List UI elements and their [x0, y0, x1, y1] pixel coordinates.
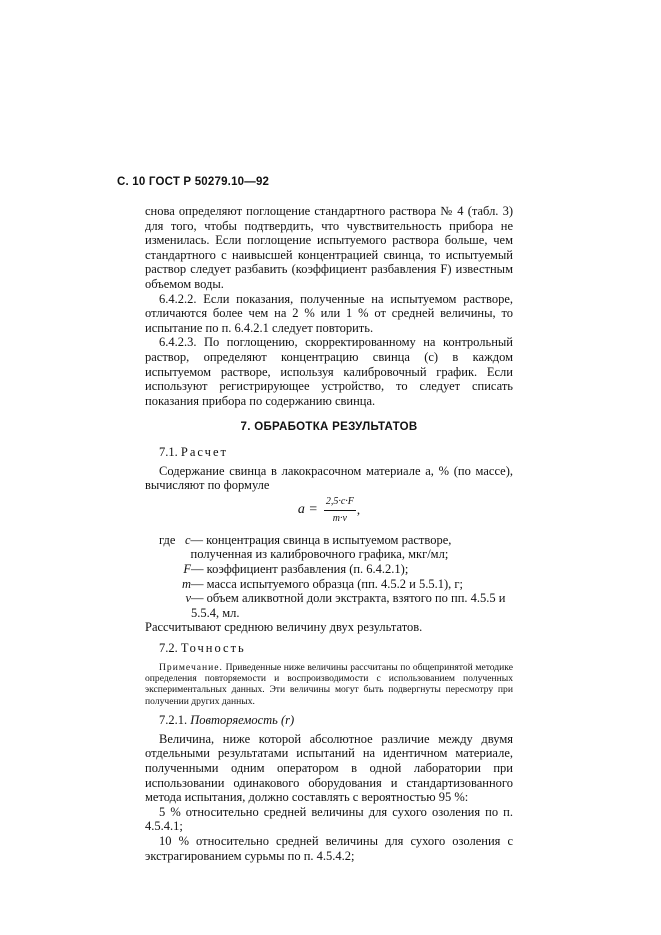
definition-text: — концентрация свинца в испытуемом растворе, полученная из калибровочного графика, мкг/мл;	[190, 532, 452, 562]
paragraph-6-4-2-2: 6.4.2.2. Если показания, полученные на испытуемом растворе, отличаются более чем на 2 % или 1 % от средней величины, то испытание по п. 6.4.2.1 следует повторить.	[145, 291, 513, 335]
definition-row	[145, 562, 513, 577]
document-body	[145, 204, 513, 863]
paragraph-5-percent: 5 % относительно средней величины для сухого озоления по п. 4.5.4.1;	[145, 804, 513, 834]
note-text: Приведенные ниже величины рассчитаны по общепринятой методике определения повторяемости и воспроизводимости с использованием полученных экспериментальных данных. Эти величины могут быть подвергнуты пересмотру при получении других данных.	[145, 661, 513, 707]
definition-row	[145, 577, 513, 592]
subsection-7-2-1-heading	[159, 713, 513, 728]
paragraph-7-2-1: Величина, ниже которой абсолютное различие между двумя отдельными результатами испытаний на идентичном материале, полученными одним оператором в одной лаборатории при использовании одинакового оборудования и стандартизованного метода испытания, должно составлять с вероятностью 95 %:	[145, 731, 513, 805]
definition-symbol: m	[181, 576, 191, 591]
paragraph-intro: снова определяют поглощение стандартного раствора № 4 (табл. 3) для того, чтобы подтвердить, что чувствительность прибора не изменилась. Если поглощение испытуемого раствора больше, чем стандартного с наивысшей концентрацией свинца, то испытуемый раствор следует разбавить (коэффициент разбавления F) известным объемом воды.	[145, 204, 513, 291]
formula-numerator: 2,5·c·F	[324, 495, 356, 512]
formula-trail: ,	[356, 502, 361, 518]
definition-symbol: v	[185, 591, 191, 606]
subsection-number: 7.1.	[159, 444, 178, 459]
definition-text: — объем аликвотной доли экстракта, взятого по пп. 4.5.5 и 5.5.4, мл.	[191, 591, 506, 620]
definition-row	[145, 533, 513, 562]
formula-fraction	[324, 495, 356, 527]
definitions-list	[145, 533, 513, 621]
paragraph-10-percent: 10 % относительно средней величины для сухого озоления с экстрагированием сурьмы по п. 4.5.4.2;	[145, 834, 513, 863]
paragraph-mean: Рассчитывают среднюю величину двух результатов.	[145, 620, 423, 635]
definition-text: — коэффициент разбавления (п. 6.4.2.1);	[191, 562, 409, 577]
definition-prefix: где	[159, 532, 179, 547]
subsection-7-2-heading	[159, 641, 513, 656]
note	[145, 662, 513, 708]
definition-text: — масса испытуемого образца (пп. 4.5.2 и 5.5.1), г;	[191, 576, 463, 591]
paragraph-6-4-2-3: 6.4.2.3. По поглощению, скорректированному на контрольный раствор, определяют концентрацию свинца (с) в каждом испытуемом растворе, используя калибровочный график. Если используют регистрирующее устройство, то следует списать показания прибора по содержанию свинца.	[145, 335, 513, 408]
formula	[145, 495, 513, 527]
subsection-number: 7.2.	[159, 641, 178, 656]
section-title: 7. ОБРАБОТКА РЕЗУЛЬТАТОВ	[240, 421, 418, 434]
subsection-number: 7.2.1.	[159, 713, 188, 728]
formula-denominator: m·v	[332, 513, 347, 525]
subsection-7-1-heading	[159, 445, 513, 460]
subsection-title: Расчет	[180, 444, 228, 459]
subsection-title: Точность	[180, 641, 246, 656]
note-label: Примечание.	[159, 661, 223, 673]
formula-lhs: a =	[297, 502, 318, 518]
definition-row	[145, 591, 513, 620]
paragraph-7-1: Содержание свинца в лакокрасочном материале а, % (по массе), вычисляют по формуле	[145, 463, 513, 493]
definition-symbol: F	[183, 562, 191, 577]
definition-symbol: c	[184, 532, 191, 547]
page-header: С. 10 ГОСТ Р 50279.10—92	[117, 176, 270, 188]
subsection-title: Повторяемость (r)	[190, 713, 295, 728]
